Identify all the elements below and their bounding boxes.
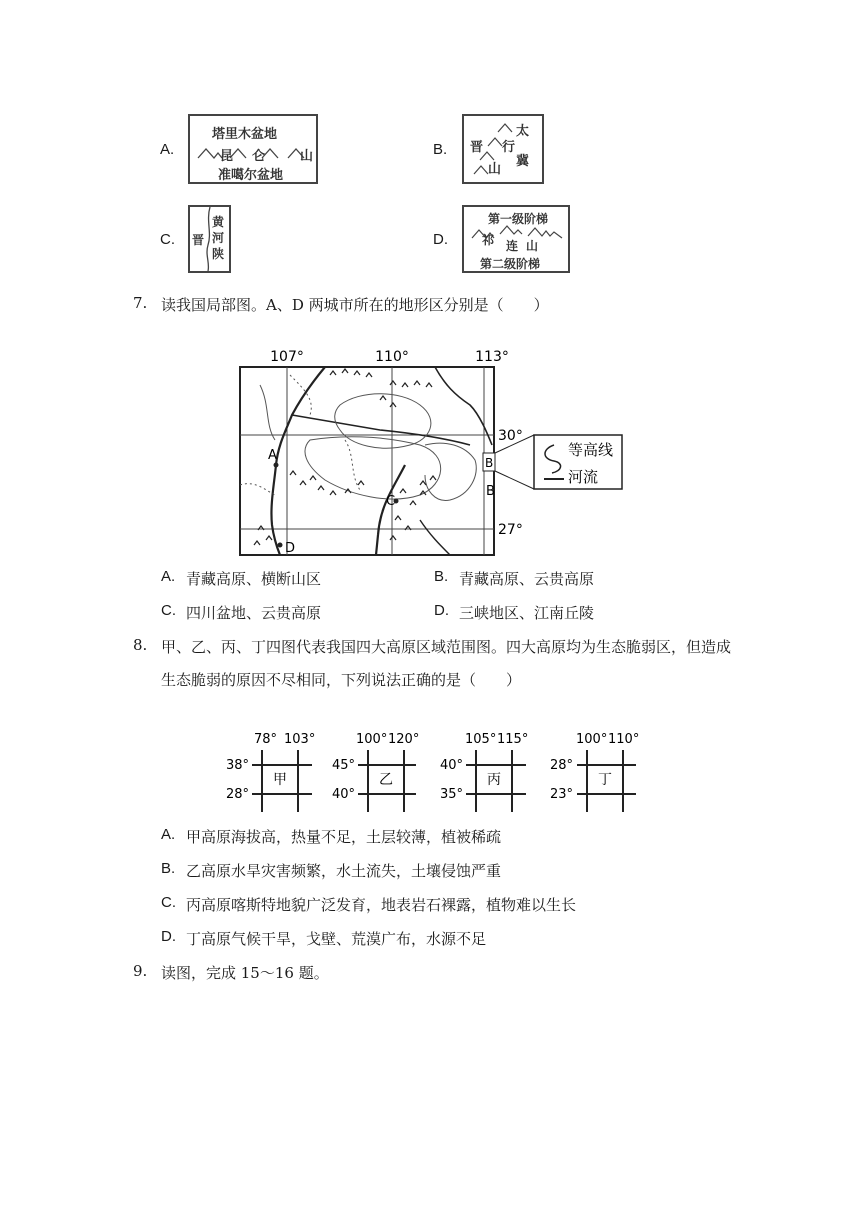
q6-option-b-letter: B. xyxy=(433,141,448,158)
label-shan: 山 xyxy=(300,149,314,164)
label-lun: 仑 xyxy=(252,149,266,164)
lat-label: 30° xyxy=(498,428,523,444)
q6-option-a-figure xyxy=(188,114,318,184)
label-tarim-basin: 塔里木盆地 xyxy=(212,127,278,142)
q8-option-d-letter: D. xyxy=(161,928,176,945)
q7-option-b-letter: B. xyxy=(434,568,449,585)
q7-regional-map xyxy=(230,345,630,563)
grid-lon: 110° xyxy=(608,732,640,747)
q7-number: 7. xyxy=(133,294,148,312)
grid-jia xyxy=(226,732,315,812)
grid-lat: 35° xyxy=(440,787,464,802)
label-lian: 连 xyxy=(506,239,519,253)
label-he: 河 xyxy=(212,231,225,245)
lon-label: 110° xyxy=(375,349,409,365)
q8-number: 8. xyxy=(133,636,148,654)
q7-option-c-letter: C. xyxy=(161,602,176,619)
q7-option-a-letter: A. xyxy=(161,568,176,585)
grid-name: 甲 xyxy=(273,772,287,788)
grid-name: 丁 xyxy=(598,772,612,788)
grid-yi xyxy=(332,732,419,812)
grid-ding xyxy=(550,732,639,812)
label-qi: 祁 xyxy=(482,233,495,247)
q8-stem-line2: 生态脆弱的原因不尽相同，下列说法正确的是（ ） xyxy=(161,671,522,689)
label-shan: 山 xyxy=(488,162,502,177)
label-jin: 晋 xyxy=(192,233,205,247)
q6-option-d-figure xyxy=(462,205,570,273)
label-ji: 冀 xyxy=(516,154,530,169)
grid-bing xyxy=(440,732,528,812)
q8-option-d-text: 丁高原气候干旱，戈壁、荒漠广布，水源不足 xyxy=(186,930,487,948)
label-second-step: 第二级阶梯 xyxy=(480,257,541,271)
grid-lat: 45° xyxy=(332,758,356,773)
q8-option-b-text: 乙高原水旱灾害频繁，水土流失，土壤侵蚀严重 xyxy=(186,862,502,880)
grid-lon: 100° xyxy=(356,732,388,747)
q7-option-a-text: 青藏高原、横断山区 xyxy=(186,570,322,588)
q8-option-b-letter: B. xyxy=(161,860,176,877)
lon-label: 113° xyxy=(475,349,509,365)
q6-option-c-letter: C. xyxy=(160,231,175,248)
point-c: C xyxy=(386,494,396,509)
label-tai: 太 xyxy=(516,124,530,139)
q8-plateau-grids xyxy=(220,724,640,814)
q7-option-d-text: 三峡地区、江南丘陵 xyxy=(459,604,595,622)
q9-number: 9. xyxy=(133,962,148,980)
point-b: B xyxy=(486,484,495,499)
legend-contour-label: 等高线 xyxy=(568,441,614,459)
q7-option-b-text: 青藏高原、云贵高原 xyxy=(459,570,595,588)
label-shaan: 陕 xyxy=(212,247,225,261)
grid-name: 丙 xyxy=(487,772,501,788)
q6-option-c-figure xyxy=(188,205,231,273)
legend-mark: B xyxy=(485,456,494,470)
q7-option-c-text: 四川盆地、云贵高原 xyxy=(186,604,322,622)
grid-lat: 40° xyxy=(332,787,356,802)
label-jin: 晋 xyxy=(470,140,484,155)
q6-option-b-figure xyxy=(462,114,544,184)
grid-lat: 38° xyxy=(226,758,250,773)
grid-lon: 105° xyxy=(465,732,497,747)
q8-option-c-text: 丙高原喀斯特地貌广泛发育，地表岩石裸露，植物难以生长 xyxy=(186,896,577,914)
q8-option-c-letter: C. xyxy=(161,894,176,911)
label-kun: 昆 xyxy=(220,149,234,164)
grid-lat: 40° xyxy=(440,758,464,773)
grid-lon: 120° xyxy=(388,732,420,747)
q9-stem: 读图，完成 15～16 题。 xyxy=(161,964,329,982)
grid-name: 乙 xyxy=(379,772,393,788)
lat-label: 27° xyxy=(498,522,523,538)
label-first-step: 第一级阶梯 xyxy=(488,212,549,226)
label-huang: 黄 xyxy=(212,215,225,229)
point-a: A xyxy=(268,448,277,463)
point-d: D xyxy=(285,541,296,556)
grid-lat: 28° xyxy=(226,787,250,802)
grid-lon: 100° xyxy=(576,732,608,747)
q6-option-a-letter: A. xyxy=(160,141,175,158)
q7-option-d-letter: D. xyxy=(434,602,449,619)
q8-option-a-text: 甲高原海拔高，热量不足，土层较薄，植被稀疏 xyxy=(186,828,502,846)
grid-lon: 78° xyxy=(254,732,278,747)
q8-stem-line1: 甲、乙、丙、丁四图代表我国四大高原区域范围图。四大高原均为生态脆弱区，但造成 xyxy=(161,638,732,656)
grid-lat: 23° xyxy=(550,787,574,802)
q7-stem: 读我国局部图。A、D 两城市所在的地形区分别是（ ） xyxy=(161,296,549,314)
label-shan: 山 xyxy=(526,239,539,253)
legend-river-label: 河流 xyxy=(568,468,599,486)
label-hang: 行 xyxy=(502,140,516,155)
lon-label: 107° xyxy=(270,349,304,365)
grid-lon: 115° xyxy=(497,732,529,747)
grid-lon: 103° xyxy=(284,732,316,747)
label-junggar-basin: 准噶尔盆地 xyxy=(218,168,284,183)
q8-option-a-letter: A. xyxy=(161,826,176,843)
grid-lat: 28° xyxy=(550,758,574,773)
q6-option-d-letter: D. xyxy=(433,231,448,248)
